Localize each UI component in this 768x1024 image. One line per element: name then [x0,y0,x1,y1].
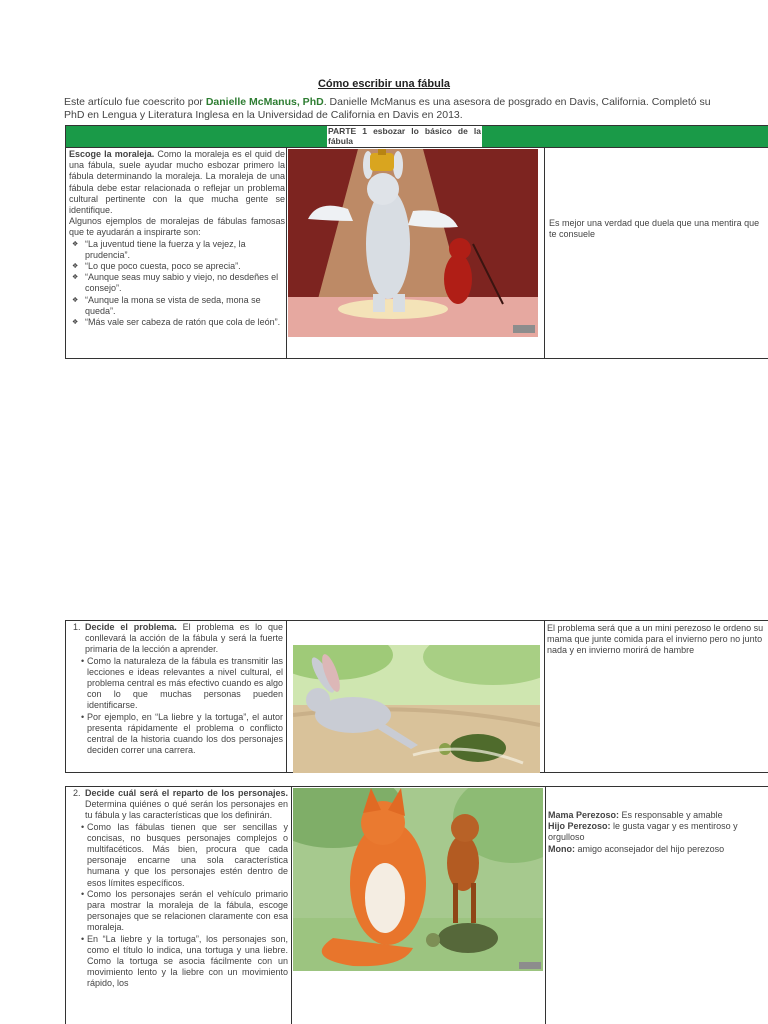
step2-table [65,786,768,1024]
step1-divider-2 [544,621,545,772]
step2-number: 2. [73,788,81,798]
step1-answer: El problema será que a un mini perezoso le ordeno su mama que junte comida para el invierno pero no junto nada y en invierno morirá de hambre [547,623,764,656]
step1-text-cell [67,622,283,772]
step2-answer-cell [548,810,768,890]
part1-table [65,147,768,359]
step1-table [65,620,768,773]
character-desc: amigo aconsejador del hijo perezoso [575,843,725,854]
part1-text-cell [69,149,285,357]
character-name: Mono: [548,843,575,854]
step2-lead-bold: Decide cuál será el reparto de los personajes. [85,788,288,798]
list-item: ❖ “La juventud tiene la fuerza y la vejez, la prudencia”. [69,239,285,261]
list-item: ❖ “Aunque seas muy sabio y viejo, no desdeñes el consejo”. [69,272,285,294]
list-item: ❖ “Aunque la mona se vista de seda, mona se queda”. [69,295,285,317]
step2-bullets [67,822,288,990]
list-item: ❖ “Más vale ser cabeza de ratón que cola de león”. [69,317,285,328]
character-name: Hijo Perezoso: [548,821,611,832]
rabbit-trophy-illustration [288,149,538,337]
character-name: Mama Perezoso: [548,810,620,820]
author-name: Danielle McManus, PhD [205,96,324,108]
part1-answer: Es mejor una verdad que duela que una mentira que te consuele [549,218,760,240]
part1-examples-list [69,239,285,329]
intro-paragraph [64,96,714,122]
step2-lead-text: Determina quiénes o qué serán los personajes en tu fábula y las características que los definirán. [85,799,288,821]
list-item: • Como los personajes serán el vehículo primario para mostrar la moraleja de la fábula, escoge personajes que se relacionen claramente con esa moraleja. [67,889,288,934]
step1-lead [67,622,283,656]
step1-lead-bold: Decide el problema. [85,622,177,632]
part1-lead-text: Como la moraleja es el quid de una fábula, suele ayudar mucho esbozar primero la fábula determinando la moraleja. La moraleja de una fábula debe estar relacionada o reflejar un problema cultural pertinente con la que mucha gente se identifique. [69,149,285,216]
list-item: • Como la naturaleza de la fábula es transmitir las lecciones e ideas relevantes a nivel cultural, el problema central es más efectivo cuando es algo con lo que muchas personas pueden identificarse. [67,656,283,712]
part1-examples-intro-text: Algunos ejemplos de moralejas de fábulas famosas que te ayudarán a inspirarte son: [69,216,285,238]
step2-divider-2 [545,787,546,1024]
part1-examples-intro [69,216,285,238]
character-entry [548,844,768,855]
list-item: • Por ejemplo, en “La liebre y la tortuga”, el autor presenta rápidamente el problema o conflicto central de la historia cuando los dos personajes deciden correr una carrera. [67,712,283,757]
fox-deer-tortoise-illustration [293,788,543,971]
part1-divider-2 [544,148,545,358]
part1-answer-cell [549,218,768,258]
step1-answer-cell [547,623,768,683]
step1-bullets [67,656,283,757]
step2-divider-1 [291,787,292,1024]
list-item: ❖ “Lo que poco cuesta, poco se aprecia”. [69,261,285,272]
character-entry [548,821,768,843]
part1-lead [69,149,285,216]
part1-divider-1 [286,148,287,358]
part1-header: PARTE 1 esbozar lo básico de la fábula [328,126,481,146]
intro-text-before: Este artículo fue coescrito por [64,96,206,108]
character-desc: Es responsable y amable [619,810,723,820]
step1-number: 1. [73,622,81,632]
part1-lead-bold: Escoge la moraleja. [69,149,155,159]
list-item: • En “La liebre y la tortuga”, los personajes son, como el título lo indica, una tortuga y una liebre. Como la tortuga se asocia fácilmente con un movimiento lento y la liebre con un movimiento rápido, los [67,934,288,990]
character-desc: le gusta vagar y es mentiroso y orgulloso [548,821,738,843]
list-item: • Como las fábulas tienen que ser sencillas y concisas, no busques personajes complejos o multifacéticos. Más bien, procura que cada personaje encarne una sola característica humana y que los personajes estén dentro de esos límites específicos. [67,822,288,889]
character-entry [548,810,768,821]
page-title: Cómo escribir una fábula [317,78,451,90]
step2-lead [67,788,288,822]
step1-lead-text: El problema es lo que conllevará la acción de la fábula y será la fuerte primaria de la lección a aprender. [85,622,283,655]
hare-tortoise-race-illustration [293,645,540,773]
step1-divider-1 [286,621,287,772]
intro-text-after: . Danielle McManus es una asesora de posgrado en Davis, California. Completó su PhD en Lengua y Literatura Inglesa en la Universidad de California en Davis en 2013. [64,96,711,121]
step2-text-cell [67,788,288,1024]
